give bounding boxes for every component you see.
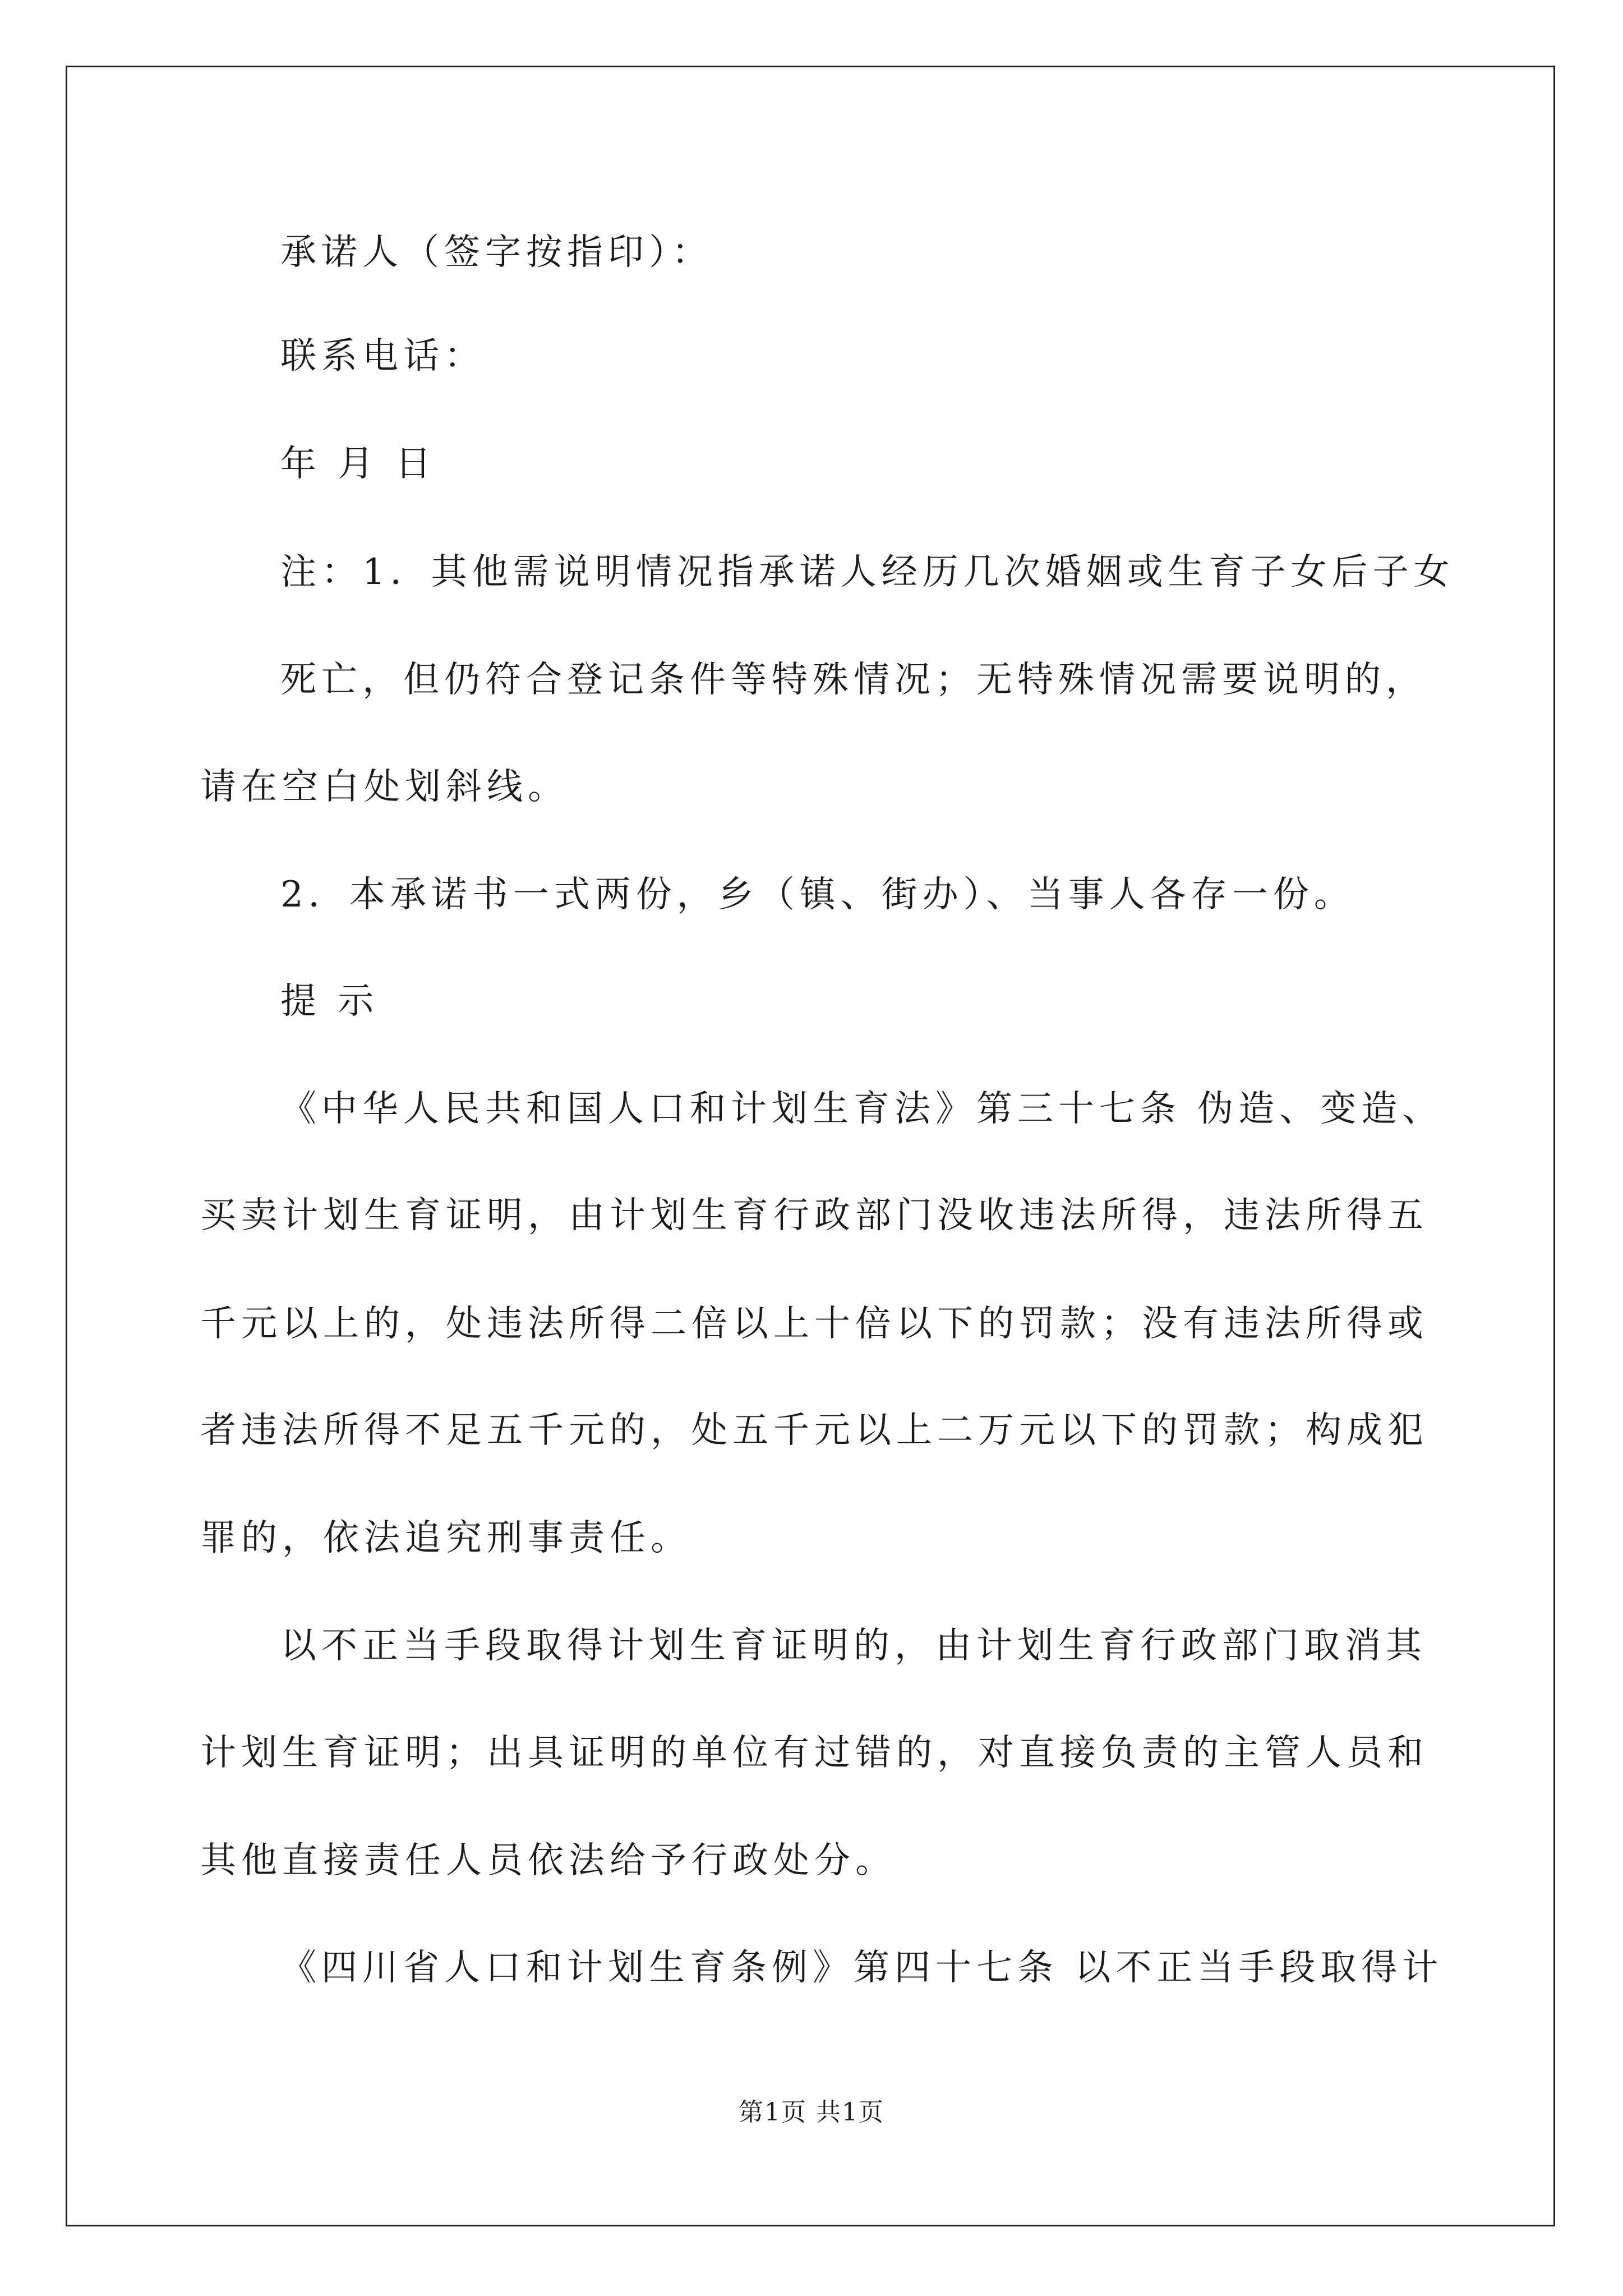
paragraph-line: 者违法所得不足五千元的，处五千元以上二万元以下的罚款；构成犯 [200, 1410, 1428, 1451]
page-number-footer: 第1页 共1页 [739, 2098, 884, 2127]
paragraph-line: 以不正当手段取得计划生育证明的，由计划生育行政部门取消其 [280, 1625, 1427, 1667]
phone-line: 联系电话： [280, 335, 485, 377]
paragraph-line: 《中华人民共和国人口和计划生育法》第三十七条 伪造、变造、 [280, 1088, 1444, 1130]
note-line-4: 2．本承诺书一式两份，乡（镇、街办）、当事人各存一份。 [280, 874, 1355, 915]
date-line: 年 月 日 [280, 443, 436, 485]
page-border [66, 66, 1555, 2226]
signature-line: 承诺人（签字按指印）： [280, 232, 713, 273]
paragraph-line: 计划生育证明；出具证明的单位有过错的，对直接负责的主管人员和 [200, 1732, 1428, 1774]
paragraph-line: 买卖计划生育证明，由计划生育行政部门没收违法所得，违法所得五 [200, 1195, 1428, 1236]
note-line-1: 注：1．其他需说明情况指承诺人经历几次婚姻或生育子女后子女 [280, 551, 1455, 593]
section-heading: 提 示 [280, 981, 379, 1022]
paragraph-line: 罪的，依法追究刑事责任。 [200, 1517, 691, 1559]
note-line-2: 死亡，但仍符合登记条件等特殊情况；无特殊情况需要说明的， [280, 659, 1427, 701]
paragraph-line: 其他直接责任人员依法给予行政处分。 [200, 1840, 896, 1881]
paragraph-line: 千元以上的，处违法所得二倍以上十倍以下的罚款；没有违法所得或 [200, 1303, 1428, 1345]
paragraph-line: 《四川省人口和计划生育条例》第四十七条 以不正当手段取得计 [280, 1947, 1444, 1989]
note-line-3: 请在空白处划斜线。 [200, 766, 569, 808]
